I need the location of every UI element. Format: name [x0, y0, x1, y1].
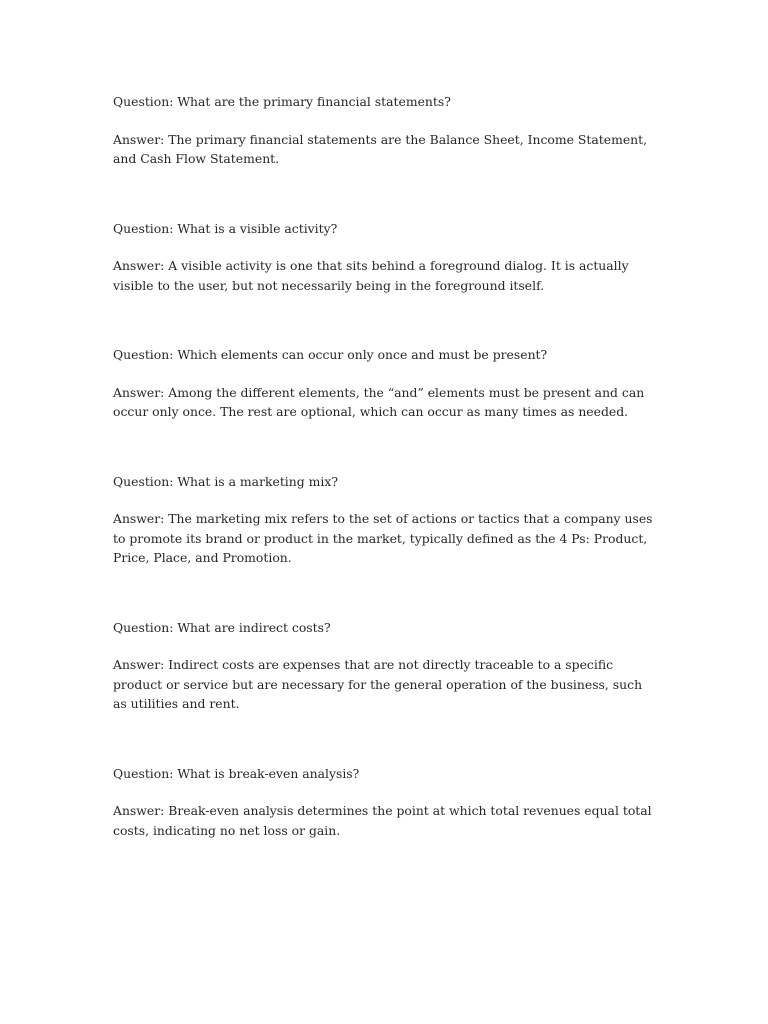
- question-text: Question: What is break-even analysis?: [113, 765, 360, 781]
- qa-item: [113, 92, 658, 169]
- answer-text: Answer: Indirect costs are expenses that are not directly traceable to a specific product or service but are necessary for the general operation of the business, such as utilities and rent.: [113, 657, 643, 711]
- qa-item: [113, 219, 658, 296]
- question-text: Question: What are the primary financial statements?: [113, 94, 451, 109]
- qa-item: [113, 618, 658, 714]
- answer-text: Answer: Break-even analysis determines the point at which total revenues equal total costs, indicating no net loss or gain.: [113, 803, 652, 838]
- qa-item: [113, 472, 658, 568]
- answer-text: Answer: The marketing mix refers to the set of actions or tactics that a company uses to promote its brand or product in the market, typically defined as the 4 Ps: Product, Price, Place, and Promotion.: [113, 511, 653, 565]
- question-text: Question: Which elements can occur only once and must be present?: [113, 347, 548, 362]
- question-text: Question: What is a marketing mix?: [113, 473, 338, 489]
- answer-text: Answer: The primary financial statements are the Balance Sheet, Income Statement, and Cash Flow Statement.: [113, 131, 648, 166]
- document-body: [113, 92, 658, 840]
- qa-item: [113, 345, 658, 422]
- answer-text: Answer: Among the different elements, the “and” elements must be present and can occur only once. The rest are optional, which can occur as many times as needed.: [113, 384, 645, 419]
- question-text: Question: What is a visible activity?: [113, 220, 338, 236]
- answer-text: Answer: A visible activity is one that sits behind a foreground dialog. It is actually visible to the user, but not necessarily being in the foreground itself.: [113, 258, 629, 293]
- question-text: Question: What are indirect costs?: [113, 619, 331, 635]
- qa-item: [113, 764, 658, 841]
